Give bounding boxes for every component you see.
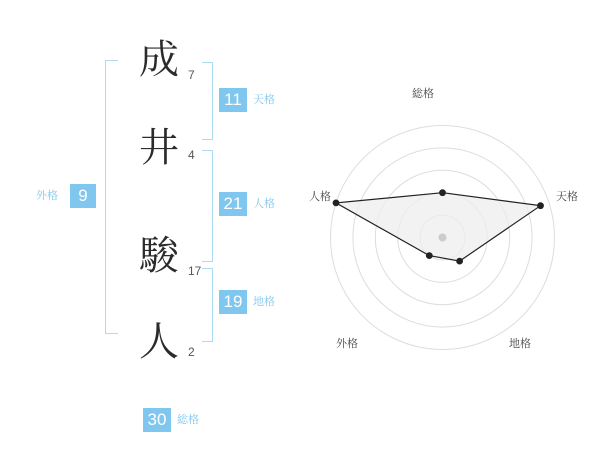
soukaku-value: 30 [143, 408, 171, 432]
kanji-4: 人 [139, 319, 179, 365]
kanji-3: 駿 [139, 233, 179, 279]
outer-value: 9 [70, 184, 96, 208]
radar-axis-label-soukaku: 総格 [412, 87, 434, 100]
chikaku-bracket [202, 268, 213, 342]
jinkaku-value: 21 [219, 192, 247, 216]
radar-chart [300, 87, 585, 380]
kanji-1-strokes: 7 [188, 68, 195, 82]
chikaku-value: 19 [219, 290, 247, 314]
radar-axis-label-chikaku: 地格 [509, 337, 531, 350]
radar-axis-label-gaikaku: 外格 [336, 337, 358, 350]
soukaku-label: 総格 [177, 413, 199, 426]
outer-bracket [105, 60, 118, 334]
tenkaku-bracket [202, 62, 213, 140]
radar-axis-label-jinkaku: 人格 [309, 190, 331, 203]
jinkaku-bracket [202, 150, 213, 262]
kanji-2-strokes: 4 [188, 148, 195, 162]
chikaku-label: 地格 [253, 295, 275, 308]
kanji-4-strokes: 2 [188, 345, 195, 359]
kanji-1: 成 [139, 37, 179, 83]
radar-axis-label-tenkaku: 天格 [556, 190, 578, 203]
tenkaku-label: 天格 [253, 93, 275, 106]
jinkaku-label: 人格 [253, 197, 275, 210]
tenkaku-value: 11 [219, 88, 247, 112]
kanji-3-strokes: 17 [188, 264, 202, 278]
outer-label: 外格 [36, 189, 58, 202]
kanji-2: 井 [139, 125, 179, 171]
